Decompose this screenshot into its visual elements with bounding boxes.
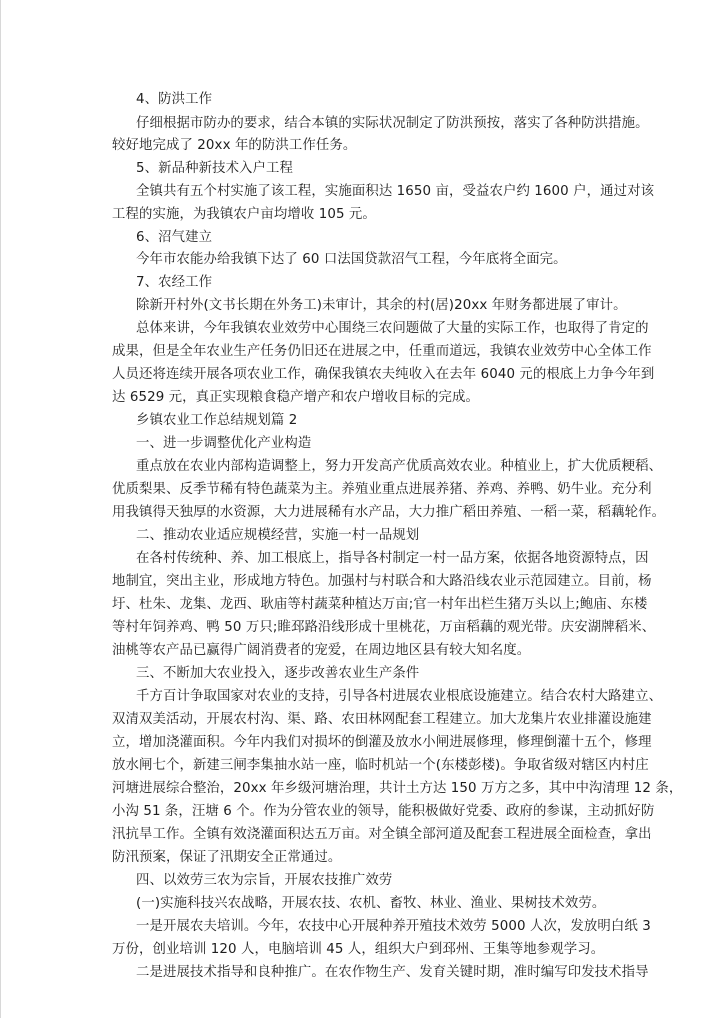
paragraph-line: 仔细根据市防办的要求，结合本镇的实际状况制定了防洪预按，落实了各种防洪措施。 xyxy=(136,116,649,131)
paragraph-line: 立，增加浇灌面积。今年内我们对损坏的倒灌及放水小闸进展修理，修理倒灌十五个，修理 xyxy=(112,735,652,750)
paragraph-line: 放水闸七个，新建三闸李集抽水站一座，临时机站一个(东楼彭楼)。争取省级对辖区内村庄 xyxy=(112,758,649,773)
paragraph-line: 人员还将连续开展各项农业工作，确保我镇农夫纯收入在去年 6040 元的根底上力争今年到 xyxy=(112,367,655,382)
paragraph-line: 汛抗旱工作。全镇有效浇灌面积达五万亩。对全镇全部河道及配套工程进展全面检查，拿出 xyxy=(112,827,652,842)
heading-new-varieties: 5、新品种新技术入户工程 xyxy=(136,161,294,176)
paragraph-line: 重点放在农业内部构造调整上，努力开发高产优质高效农业。种植业上，扩大优质粳稻、 xyxy=(136,459,663,474)
paragraph-line: 圩、杜朱、龙集、龙西、耿庙等村蔬菜种植达万亩;官一村年出栏生猪万头以上;鲍庙、东楼 xyxy=(112,597,648,612)
paragraph-line: 全镇共有五个村实施了该工程，实施面积达 1650 亩，受益农户约 1600 户，通过对该 xyxy=(136,184,655,199)
heading-scale: 二、推动农业适应规模经营，实施一村一品规划 xyxy=(136,528,420,543)
paragraph-line: 工程的实施，为我镇农户亩均增收 105 元。 xyxy=(112,207,376,222)
paragraph-line: 防汛预案，保证了汛期安全正常通过。 xyxy=(112,850,342,865)
heading-rural-economy: 7、农经工作 xyxy=(136,275,213,290)
paragraph-line: 双清双美活动，开展农村沟、渠、路、农田林网配套工程建立。加大龙集片农业排灌设施建 xyxy=(112,712,652,727)
paragraph-line: 万份，创业培训 120 人，电脑培训 45 人，组织大户到邳州、王集等地参观学习。 xyxy=(112,942,605,957)
paragraph-line: 河塘进展综合整治，20xx 年乡级河塘治理，共计土方达 150 万方之多，其中中沟清理 12 条， xyxy=(112,781,683,796)
heading-investment: 三、不断加大农业投入，逐步改善农业生产条件 xyxy=(136,666,420,681)
heading-flood-control: 4、防洪工作 xyxy=(136,92,213,107)
paragraph-line: 千方百计争取国家对农业的支持，引导各村进展农业根底设施建立。结合农村大路建立、 xyxy=(136,689,663,704)
paragraph-line: 总体来讲，今年我镇农业效劳中心围绕三农问题做了大量的实际工作，也取得了肯定的 xyxy=(136,321,649,336)
paragraph-line: 较好地完成了 20xx 年的防洪工作任务。 xyxy=(112,138,357,153)
heading-biogas: 6、沼气建立 xyxy=(136,230,213,245)
paragraph-line: 小沟 51 条，汪塘 6 个。作为分管农业的领导，能积极做好党委、政府的参谋，主动抓好防 xyxy=(112,804,655,819)
paragraph-line: 除新开村外(文书长期在外务工)未审计，其余的村(居)20xx 年财务都进展了审计。 xyxy=(136,298,627,313)
paragraph-line: 一是开展农夫培训。今年，农技中心开展种养开殖技术效劳 5000 人次，发放明白纸 3 xyxy=(136,919,651,934)
paragraph-line: 等村年饲养鸡、鸭 50 万只;睢邳路沿线形成十里桃花，万亩稻藕的观光带。庆安湖牌稻米、 xyxy=(112,620,656,635)
subheading-strategy: (一)实施科技兴农战略，开展农技、农机、畜牧、林业、渔业、果树技术效劳。 xyxy=(136,896,606,911)
paragraph-line: 地制宜，突出主业，形成地方特色。加强村与村联合和大路沿线农业示范园建立。目前，杨 xyxy=(112,574,652,589)
heading-service: 四、以效劳三农为宗旨，开展农技推广效劳 xyxy=(136,873,393,888)
paragraph-line: 二是进展技术指导和良种推广。在农作物生产、发育关键时期，准时编写印发技术指导 xyxy=(136,965,649,980)
paragraph-line: 今年市农能办给我镇下达了 60 口法国贷款沼气工程，今年底将全面完。 xyxy=(136,252,567,267)
paragraph-line: 油桃等农产品已赢得广阔消费者的宠爱，在周边地区县有较大知名度。 xyxy=(112,643,531,658)
paragraph-line: 用我镇得天独厚的水资源，大力进展稀有水产品，大力推广稻田养殖、一稻一菜，稻藕轮作。 xyxy=(112,505,666,520)
paragraph-line: 成果，但是全年农业生产任务仍旧还在进展之中，任重而道远，我镇农业效劳中心全体工作 xyxy=(112,344,652,359)
paragraph-line: 达 6529 元，真正实现粮食稳产增产和农户增收目标的完成。 xyxy=(112,390,479,405)
paragraph-line: 在各村传统种、养、加工根底上，指导各村制定一村一品方案，依据各地资源特点，因 xyxy=(136,551,649,566)
page-border xyxy=(0,0,1,1018)
heading-structure: 一、进一步调整优化产业构造 xyxy=(136,436,312,451)
section-title: 乡镇农业工作总结规划篇 2 xyxy=(136,413,298,428)
paragraph-line: 优质梨果、反季节稀有特色蔬菜为主。养殖业重点进展养猪、养鸡、养鸭、奶牛业。充分利 xyxy=(112,482,652,497)
